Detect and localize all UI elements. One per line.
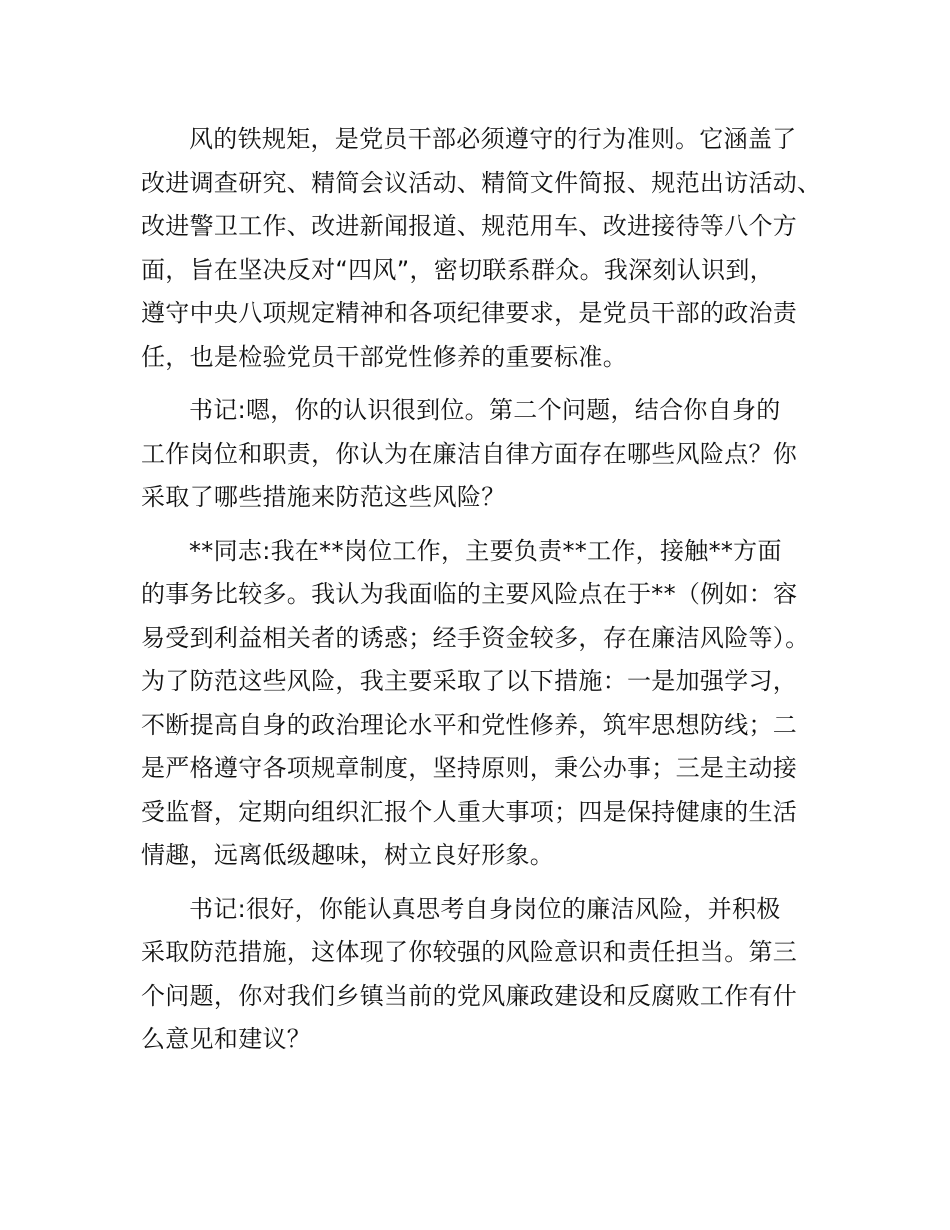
text-line: 受监督，定期向组织汇报个人重大事项；四是保持健康的生活 (141, 797, 798, 826)
paragraph-secretary-question-2 (141, 389, 815, 520)
text-line: 遵守中央八项规定精神和各项纪律要求，是党员干部的政治责 (141, 299, 798, 327)
paragraph-secretary-question-3 (141, 888, 815, 1062)
paragraph-gap (141, 520, 815, 530)
text-line: 面，旨在坚决反对“四风”，密切联系群众。我深刻认识到， (141, 255, 774, 284)
text-line: 任，也是检验党员干部党性修养的重要标准。 (141, 342, 627, 371)
paragraph-gap (141, 379, 815, 389)
text-line: 书记:嗯，你的认识很到位。第二个问题，结合你自身的 (189, 396, 781, 424)
text-line: 采取了哪些措施来防范这些风险？ (141, 483, 506, 511)
text-line: 为了防范这些风险，我主要采取了以下措施：一是加强学习， (141, 667, 798, 695)
text-line: 么意见和建议？ (141, 1025, 312, 1053)
text-line: 个问题，你对我们乡镇当前的党风廉政建设和反腐败工作有什 (141, 981, 798, 1010)
text-line: 情趣，远离低级趣味，树立良好形象。 (141, 841, 555, 869)
document-body (141, 118, 822, 1062)
text-line: 改进警卫工作、改进新闻报道、规范用车、改进接待等八个方 (141, 212, 798, 240)
paragraph-continuation (141, 118, 822, 379)
text-line: 采取防范措施，这体现了你较强的风险意识和责任担当。第三 (141, 938, 798, 966)
text-line: 是严格遵守各项规章制度，坚持原则，秉公办事；三是主动接 (141, 754, 798, 782)
text-line: 书记:很好，你能认真思考自身岗位的廉洁风险，并积极 (189, 894, 781, 923)
text-line: 工作岗位和职责，你认为在廉洁自律方面存在哪些风险点？你 (141, 439, 798, 468)
text-line: 改进调查研究、精简会议活动、精简文件简报、规范出访活动、 (141, 168, 822, 197)
paragraph-gap (141, 878, 815, 888)
text-line: 不断提高自身的政治理论水平和党性修养，筑牢思想防线；二 (141, 710, 798, 739)
text-line: **同志:我在**岗位工作，主要负责**工作，接触**方面 (189, 536, 782, 565)
text-line: 的事务比较多。我认为我面临的主要风险点在于**（例如：容 (141, 580, 798, 608)
paragraph-comrade-answer (141, 530, 815, 878)
text-line: 风的铁规矩，是党员干部必须遵守的行为准则。它涵盖了 (189, 125, 797, 153)
text-line: 易受到利益相关者的诱惑；经手资金较多，存在廉洁风险等）。 (141, 623, 810, 652)
